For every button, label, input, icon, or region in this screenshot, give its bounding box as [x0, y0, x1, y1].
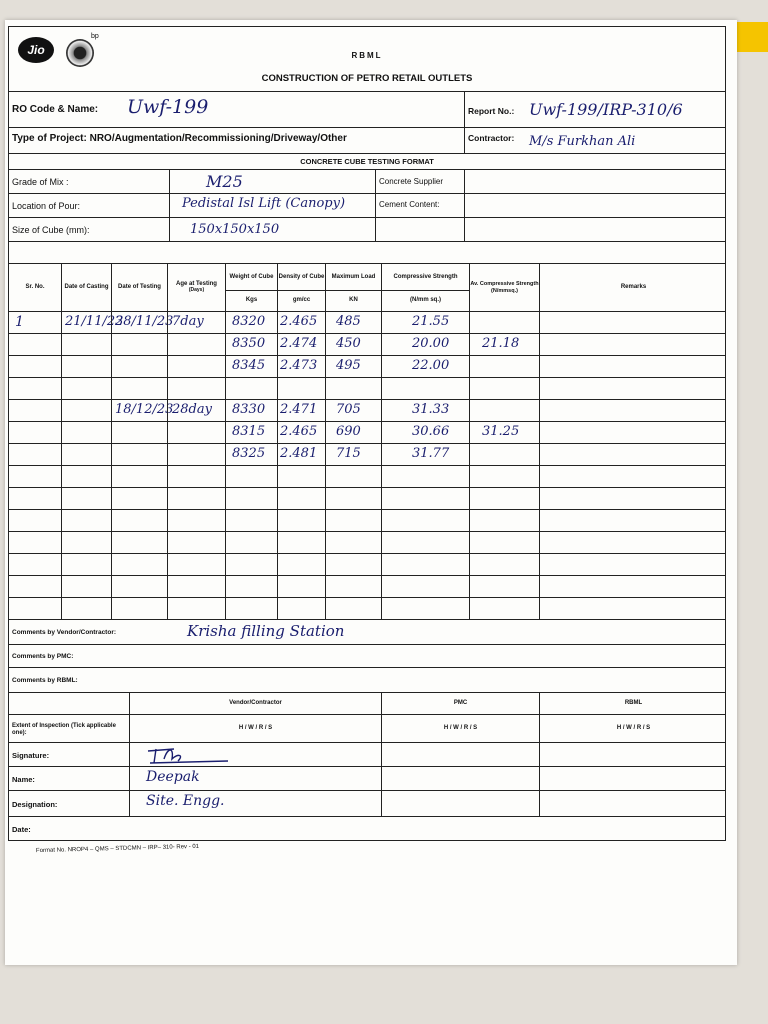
grade-row: [8, 170, 726, 194]
th-weight: [225, 264, 277, 311]
table-row: [8, 554, 726, 576]
table-cell-avg: [469, 466, 539, 487]
name-value: Deepak: [146, 769, 200, 785]
table-cell-casting: [61, 532, 111, 553]
name-rbml-cell: [539, 767, 727, 790]
table-cell-load: [325, 576, 381, 597]
table-cell-remarks: [539, 598, 727, 619]
size-value-cell: [169, 218, 375, 241]
table-cell-density: [277, 488, 325, 509]
table-cell-remarks: [539, 334, 727, 355]
table-cell-sr: [9, 356, 61, 377]
format-number: Format No. NROP4 – QMS – STDCMN – IRP– 310- Rev - 01: [35, 843, 200, 855]
table-cell-remarks: [539, 422, 727, 443]
table-cell-age: [167, 576, 225, 597]
table-header: [8, 264, 726, 312]
col-vendor: Vendor/Contractor: [129, 693, 381, 714]
table-cell-casting: [61, 444, 111, 465]
signature-label: Signature:: [12, 751, 50, 760]
col-rbml: RBML: [539, 693, 727, 714]
th-weight-label: Weight of Cube: [226, 264, 277, 291]
hwrs-vendor: H / W / R / S: [129, 715, 381, 742]
cell-value-sr: 1: [15, 314, 24, 330]
table-row: [8, 444, 726, 466]
table-cell-sr: [9, 378, 61, 399]
cell-value-load: 690: [336, 424, 361, 439]
report-value: Uwf-199/IRP-310/6: [529, 100, 683, 119]
cell-value-density: 2.473: [280, 358, 318, 373]
table-cell-sr: [9, 510, 61, 531]
table-cell-load: [325, 554, 381, 575]
vendor-comment-label: Comments by Vendor/Contractor:: [12, 629, 117, 636]
table-cell-density: [277, 510, 325, 531]
date-label: Date:: [12, 825, 31, 834]
table-cell-age: [167, 378, 225, 399]
table-cell-load: [325, 466, 381, 487]
table-cell-testing: [111, 356, 167, 377]
th-age: [167, 264, 225, 311]
cell-value-density: 2.465: [280, 314, 318, 329]
table-cell-remarks: [539, 444, 727, 465]
pmc-comment-label: Comments by PMC:: [12, 653, 74, 660]
table-cell-load: [325, 422, 381, 443]
table-cell-weight: [225, 510, 277, 531]
table-row: [8, 598, 726, 620]
table-cell-avg: [469, 334, 539, 355]
table-cell-age: [167, 312, 225, 333]
table-cell-load: [325, 378, 381, 399]
table-cell-testing: [111, 532, 167, 553]
table-cell-avg: [469, 576, 539, 597]
size-label: Size of Cube (mm):: [12, 225, 90, 235]
cell-value-strength: 31.33: [412, 402, 450, 417]
cement-value-cell: [464, 194, 727, 217]
table-cell-weight: [225, 554, 277, 575]
table-cell-casting: [61, 554, 111, 575]
table-row: [8, 466, 726, 488]
table-cell-age: [167, 510, 225, 531]
extent-row: [8, 715, 726, 743]
cell-value-weight: 8330: [232, 402, 266, 417]
table-cell-weight: [225, 488, 277, 509]
table-row: [8, 378, 726, 400]
cell-value-weight: 8325: [232, 446, 266, 461]
designation-label: Designation:: [12, 800, 58, 809]
name-row: [8, 767, 726, 791]
cell-value-strength: 21.55: [412, 314, 450, 329]
table-cell-sr: [9, 488, 61, 509]
table-cell-strength: [381, 356, 469, 377]
table-cell-weight: [225, 466, 277, 487]
cell-value-density: 2.481: [280, 446, 318, 461]
table-cell-sr: [9, 444, 61, 465]
report-cell: [464, 92, 727, 127]
table-cell-casting: [61, 598, 111, 619]
cell-value-load: 450: [336, 336, 361, 351]
report-label: Report No.:: [468, 106, 515, 116]
size-row: [8, 218, 726, 242]
table-cell-avg: [469, 598, 539, 619]
table-cell-load: [325, 312, 381, 333]
cell-value-weight: 8345: [232, 358, 266, 373]
vendor-comment-value: Krisha filling Station: [187, 622, 345, 640]
cell-value-casting: 21/11/23: [65, 314, 124, 329]
cell-value-density: 2.474: [280, 336, 318, 351]
cell-value-age: 7day: [172, 314, 204, 329]
th-avg: Av. Compressive Strength (N/mmsq.): [469, 264, 539, 311]
supplier-cell: [375, 170, 464, 193]
cell-value-load: 705: [336, 402, 361, 417]
ro-label: RO Code & Name:: [12, 104, 99, 115]
table-cell-weight: [225, 576, 277, 597]
table-cell-casting: [61, 576, 111, 597]
cell-value-testing: 18/12/23: [115, 402, 174, 417]
table-row: [8, 400, 726, 422]
table-row: [8, 532, 726, 554]
table-cell-age: [167, 488, 225, 509]
hwrs-rbml: H / W / R / S: [539, 715, 727, 742]
table-cell-remarks: [539, 554, 727, 575]
table-cell-casting: [61, 422, 111, 443]
table-cell-density: [277, 422, 325, 443]
format-title: CONCRETE CUBE TESTING FORMAT: [300, 157, 434, 166]
th-weight-unit: Kgs: [245, 297, 258, 304]
table-cell-load: [325, 510, 381, 531]
table-cell-remarks: [539, 510, 727, 531]
designation-vendor-cell: [129, 791, 381, 816]
table-cell-weight: [225, 378, 277, 399]
table-cell-sr: [9, 422, 61, 443]
grade-value-cell: [169, 170, 375, 193]
table-cell-testing: [111, 334, 167, 355]
cell-value-avg: 31.25: [482, 424, 520, 439]
table-cell-density: [277, 334, 325, 355]
table-cell-remarks: [539, 400, 727, 421]
form-title: CONSTRUCTION OF PETRO RETAIL OUTLETS: [261, 73, 473, 84]
table-cell-density: [277, 400, 325, 421]
table-cell-strength: [381, 312, 469, 333]
table-cell-testing: [111, 488, 167, 509]
table-cell-avg: [469, 378, 539, 399]
table-cell-strength: [381, 400, 469, 421]
table-cell-remarks: [539, 312, 727, 333]
th-strength: [381, 264, 469, 311]
pmc-comment-row: [8, 645, 726, 668]
table-cell-load: [325, 400, 381, 421]
size-value: 150x150x150: [190, 222, 280, 237]
table-cell-testing: [111, 422, 167, 443]
table-cell-remarks: [539, 488, 727, 509]
cell-value-age: 28day: [172, 402, 212, 417]
table-cell-age: [167, 422, 225, 443]
spacer-row: [8, 242, 726, 264]
date-row: [8, 817, 726, 841]
table-cell-avg: [469, 356, 539, 377]
table-row: [8, 334, 726, 356]
th-strength-unit: (N/mm sq.): [409, 297, 441, 304]
table-cell-testing: [111, 554, 167, 575]
table-row: [8, 488, 726, 510]
cell-value-weight: 8315: [232, 424, 266, 439]
cell-value-avg: 21.18: [482, 336, 520, 351]
table-cell-sr: [9, 466, 61, 487]
table-cell-age: [167, 466, 225, 487]
designation-row: [8, 791, 726, 817]
cell-value-weight: 8350: [232, 336, 266, 351]
table-cell-density: [277, 444, 325, 465]
supplier-value-cell: [464, 170, 727, 193]
cell-value-weight: 8320: [232, 314, 266, 329]
test-form: [8, 26, 726, 841]
table-cell-testing: [111, 466, 167, 487]
table-cell-age: [167, 356, 225, 377]
cement-cell: [375, 194, 464, 217]
th-srno: Sr. No.: [25, 284, 45, 291]
table-cell-age: [167, 334, 225, 355]
table-cell-avg: [469, 422, 539, 443]
cement-label: Cement Content:: [379, 200, 440, 209]
th-density-label: Density of Cube: [278, 264, 325, 291]
table-cell-density: [277, 532, 325, 553]
table-cell-casting: [61, 334, 111, 355]
extent-label: Extent of Inspection (Tick applicable one):: [12, 723, 116, 737]
table-cell-remarks: [539, 356, 727, 377]
cell-value-density: 2.471: [280, 402, 318, 417]
table-row: [8, 312, 726, 334]
table-row: [8, 422, 726, 444]
cell-value-load: 485: [336, 314, 361, 329]
table-body: [8, 312, 726, 620]
th-density-unit: gm/cc: [292, 297, 311, 304]
cell-value-density: 2.465: [280, 424, 318, 439]
location-row: [8, 194, 726, 218]
cell-value-load: 495: [336, 358, 361, 373]
designation-pmc-cell: [381, 791, 539, 816]
cell-value-load: 715: [336, 446, 361, 461]
th-remarks: Remarks: [539, 264, 727, 311]
project-row: [8, 128, 726, 154]
grade-label: Grade of Mix :: [12, 177, 69, 187]
name-pmc-cell: [381, 767, 539, 790]
jio-logo-text: Jio: [27, 43, 45, 57]
table-cell-load: [325, 598, 381, 619]
form-header: [8, 26, 726, 92]
table-cell-density: [277, 356, 325, 377]
table-cell-casting: [61, 466, 111, 487]
table-cell-age: [167, 532, 225, 553]
table-cell-sr: [9, 400, 61, 421]
table-cell-strength: [381, 422, 469, 443]
table-cell-casting: [61, 488, 111, 509]
name-vendor-cell: [129, 767, 381, 790]
table-cell-strength: [381, 532, 469, 553]
table-cell-testing: [111, 378, 167, 399]
table-cell-strength: [381, 466, 469, 487]
table-cell-remarks: [539, 466, 727, 487]
table-cell-sr: [9, 598, 61, 619]
th-strength-label: Compressive Strength: [382, 264, 469, 291]
cell-value-strength: 30.66: [412, 424, 450, 439]
table-cell-weight: [225, 598, 277, 619]
th-load: [325, 264, 381, 311]
table-cell-avg: [469, 312, 539, 333]
table-cell-avg: [469, 444, 539, 465]
table-cell-strength: [381, 554, 469, 575]
table-cell-testing: [111, 400, 174, 421]
table-cell-weight: [225, 312, 277, 333]
table-cell-testing: [111, 576, 167, 597]
table-cell-remarks: [539, 576, 727, 597]
signature-icon: [144, 743, 234, 767]
table-cell-weight: [225, 334, 277, 355]
signoff-header: [8, 693, 726, 715]
designation-value: Site. Engg.: [146, 793, 225, 809]
th-load-label: Maximum Load: [326, 264, 381, 291]
table-cell-load: [325, 532, 381, 553]
table-cell-weight: [225, 356, 277, 377]
supplier-label: Concrete Supplier: [379, 177, 444, 186]
cell-value-strength: 20.00: [412, 336, 450, 351]
location-label: Location of Pour:: [12, 201, 81, 211]
format-title-row: [8, 154, 726, 170]
table-cell-strength: [381, 488, 469, 509]
th-age-unit: (Days): [188, 287, 205, 294]
th-density: [277, 264, 325, 311]
company-name: RBML: [351, 51, 383, 60]
signature-rbml-cell: [539, 743, 727, 766]
size-extra-cell: [375, 218, 464, 241]
table-cell-casting: [61, 356, 111, 377]
col-pmc: PMC: [381, 693, 539, 714]
table-cell-density: [277, 554, 325, 575]
table-cell-testing: [111, 598, 167, 619]
table-cell-testing: [111, 510, 167, 531]
table-cell-strength: [381, 378, 469, 399]
table-cell-load: [325, 444, 381, 465]
project-label: Type of Project: NRO/Augmentation/Recommissioning/Driveway/Other: [12, 133, 347, 144]
rbml-comment-row: [8, 668, 726, 693]
table-cell-weight: [225, 422, 277, 443]
signature-pmc-cell: [381, 743, 539, 766]
table-cell-testing: [111, 312, 174, 333]
th-testing: Date of Testing: [111, 264, 167, 311]
th-casting: Date of Casting: [61, 264, 111, 311]
table-row: [8, 510, 726, 532]
table-cell-age: [167, 598, 225, 619]
th-age-label: Age at Testing: [176, 281, 217, 288]
table-cell-avg: [469, 532, 539, 553]
signature-vendor-cell: [129, 743, 381, 766]
table-cell-sr: [9, 576, 61, 597]
size-extra-cell-2: [464, 218, 727, 241]
grade-value: M25: [206, 172, 243, 191]
rbml-comment-label: Comments by RBML:: [12, 677, 78, 684]
cell-value-strength: 22.00: [412, 358, 450, 373]
contractor-cell: [464, 128, 727, 153]
contractor-value: M/s Furkhan Ali: [529, 134, 636, 149]
table-cell-density: [277, 576, 325, 597]
table-cell-casting: [61, 400, 111, 421]
table-cell-sr: [9, 554, 61, 575]
ro-row: [8, 92, 726, 128]
designation-rbml-cell: [539, 791, 727, 816]
cell-value-testing: 28/11/23: [115, 314, 174, 329]
table-cell-avg: [469, 488, 539, 509]
vendor-comment-row: [8, 620, 726, 645]
table-cell-strength: [381, 576, 469, 597]
bp-logo-text: bp: [91, 33, 99, 40]
name-label: Name:: [12, 775, 35, 784]
table-cell-avg: [469, 554, 539, 575]
table-cell-sr: [9, 334, 61, 355]
table-cell-sr: [9, 532, 61, 553]
table-cell-avg: [469, 510, 539, 531]
table-cell-casting: [61, 378, 111, 399]
signature-row: [8, 743, 726, 767]
table-cell-weight: [225, 400, 277, 421]
table-cell-load: [325, 334, 381, 355]
table-cell-age: [167, 444, 225, 465]
table-cell-strength: [381, 334, 469, 355]
table-cell-density: [277, 378, 325, 399]
table-row: [8, 576, 726, 598]
location-value-cell: [169, 194, 375, 217]
table-cell-casting: [61, 510, 111, 531]
cell-value-strength: 31.77: [412, 446, 450, 461]
table-cell-remarks: [539, 378, 727, 399]
table-cell-age: [167, 400, 225, 421]
th-load-unit: KN: [349, 297, 358, 304]
table-cell-weight: [225, 532, 277, 553]
table-cell-density: [277, 466, 325, 487]
table-cell-density: [277, 312, 325, 333]
table-cell-strength: [381, 598, 469, 619]
table-cell-strength: [381, 444, 469, 465]
table-cell-age: [167, 554, 225, 575]
hwrs-pmc: H / W / R / S: [381, 715, 539, 742]
paper-sheet: [5, 20, 737, 965]
table-cell-load: [325, 356, 381, 377]
contractor-label: Contractor:: [468, 133, 515, 143]
table-cell-load: [325, 488, 381, 509]
table-row: [8, 356, 726, 378]
table-cell-density: [277, 598, 325, 619]
table-cell-strength: [381, 510, 469, 531]
location-value: Pedistal Isl Lift (Canopy): [182, 196, 346, 211]
table-cell-testing: [111, 444, 167, 465]
table-cell-remarks: [539, 532, 727, 553]
ro-value: Uwf-199: [127, 96, 209, 118]
table-cell-sr: [9, 312, 61, 333]
table-cell-avg: [469, 400, 539, 421]
table-cell-casting: [61, 312, 124, 333]
table-cell-weight: [225, 444, 277, 465]
